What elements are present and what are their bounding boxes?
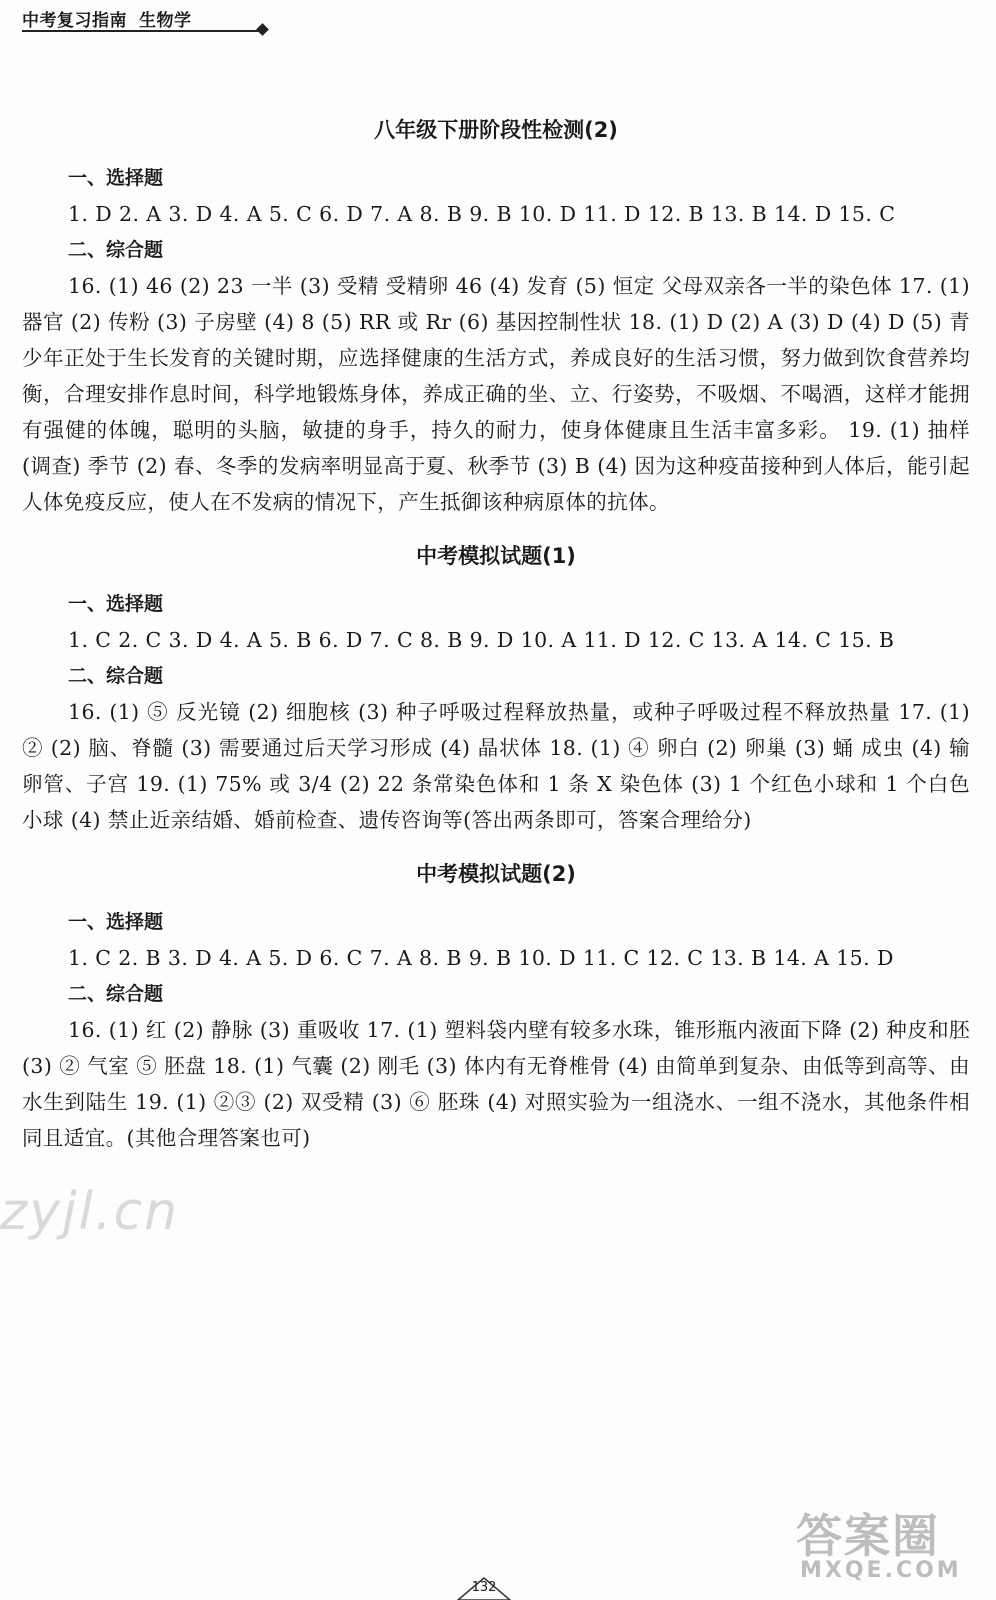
watermark-logo-cn: 答案圈 <box>796 1509 940 1563</box>
section-mock-test1 <box>22 538 970 838</box>
part-heading-comprehensive: 二、综合题 <box>68 239 164 261</box>
part-heading-choice: 一、选择题 <box>68 911 164 933</box>
part-heading-comprehensive: 二、综合题 <box>68 665 164 687</box>
watermark-zyjl: zyjl.cn <box>0 1182 180 1242</box>
watermark-logo-en: MXQE.COM <box>800 1558 962 1583</box>
running-header <box>22 4 272 34</box>
header-book: 中考复习指南 <box>22 11 127 31</box>
header-subject: 生物学 <box>139 11 192 31</box>
part-heading-choice: 一、选择题 <box>68 167 164 189</box>
watermark-logo <box>796 1500 986 1590</box>
section-title: 八年级下册阶段性检测(2) <box>374 118 618 142</box>
section-grade8-test2 <box>22 112 970 520</box>
page-number <box>454 1566 514 1600</box>
section-title: 中考模拟试题(1) <box>416 544 576 568</box>
header-title <box>22 6 192 31</box>
choice-answers: 1. C 2. B 3. D 4. A 5. D 6. C 7. A 8. B 9. B 10. D 11. C 12. C 13. B 14. A 15. D <box>68 946 894 970</box>
header-rule <box>22 30 262 32</box>
header-diamond-icon <box>256 23 269 36</box>
section-title: 中考模拟试题(2) <box>416 862 576 886</box>
comprehensive-answers: 16. (1) ⑤ 反光镜 (2) 细胞核 (3) 种子呼吸过程释放热量，或种子呼吸过程不释放热量 17. (1) ② (2) 脑、脊髓 (3) 需要通过后天学习形成 (4) 晶状体 18. (1) ④ 卵白 (2) 卵巢 (3) 蛹 成虫 (4) 输卵管、子宫 19. (1) 75% 或 3/4 (2) 22 条常染色体和 1 条 X 染色体 (3) 1 个红色小球和 1 个白色小球 (4) 禁止近亲结婚、婚前检查、遗传咨询等(答出两条即可，答案合理给分) <box>22 700 970 832</box>
choice-answers: 1. D 2. A 3. D 4. A 5. C 6. D 7. A 8. B 9. B 10. D 11. D 12. B 13. B 14. D 15. C <box>68 202 896 226</box>
part-heading-choice: 一、选择题 <box>68 593 164 615</box>
comprehensive-answers: 16. (1) 红 (2) 静脉 (3) 重吸收 17. (1) 塑料袋内壁有较多水珠，锥形瓶内液面下降 (2) 种皮和胚 (3) ② 气室 ⑤ 胚盘 18. (1) 气囊 (2) 刚毛 (3) 体内有无脊椎骨 (4) 由简单到复杂、由低等到高等、由水生到陆生 19. (1) ②③ (2) 双受精 (3) ⑥ 胚珠 (4) 对照实验为一组浇水、一组不浇水，其他条件相同且适宜。(其他合理答案也可) <box>22 1018 970 1150</box>
section-mock-test2 <box>22 856 970 1156</box>
comprehensive-answers: 16. (1) 46 (2) 23 一半 (3) 受精 受精卵 46 (4) 发育 (5) 恒定 父母双亲各一半的染色体 17. (1) 器官 (2) 传粉 (3) 子房壁 (4) 8 (5) RR 或 Rr (6) 基因控制性状 18. (1) D (2) A (3) D (4) D (5) 青少年正处于生长发育的关键时期，应选择健康的生活方式，养成良好的生活习惯，努力做到饮食营养均衡，合理安排作息时间，科学地锻炼身体，养成正确的坐、立、行姿势，不吸烟、不喝酒，这样才能拥有强健的体魄，聪明的头脑，敏捷的身手，持久的耐力，使身体健康且生活丰富多彩。 19. (1) 抽样(调查) 季节 (2) 春、冬季的发病率明显高于夏、秋季节 (3) B (4) 因为这种疫苗接种到人体后，能引起人体免疫反应，使人在不发病的情况下，产生抵御该种病原体的抗体。 <box>22 274 970 514</box>
answer-content <box>22 112 970 1156</box>
part-heading-comprehensive: 二、综合题 <box>68 983 164 1005</box>
choice-answers: 1. C 2. C 3. D 4. A 5. B 6. D 7. C 8. B 9. D 10. A 11. D 12. C 13. A 14. C 15. B <box>68 628 895 652</box>
page-number-text: 132 <box>471 1580 497 1595</box>
